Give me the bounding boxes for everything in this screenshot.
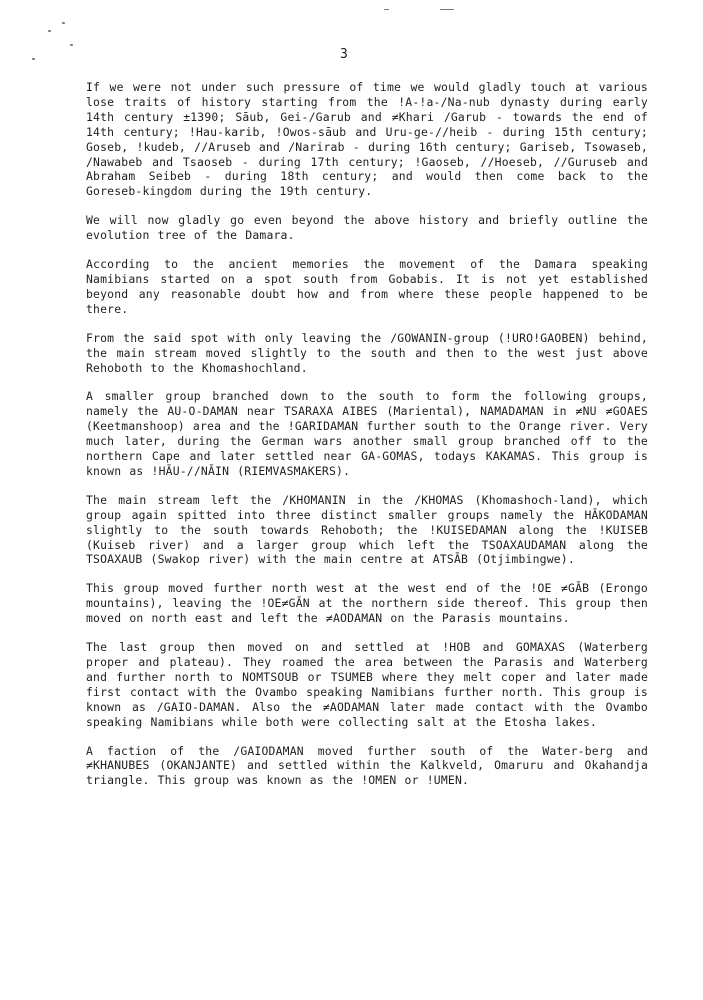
page-number: 3 [340,47,348,62]
paragraph-southern-groups: A smaller group branched down to the south to form the following groups, namely the AU-O-DAMAN near TSARAXA AIBES (Mariental), NAMADAMAN in ≠NU ≠GOAES (Keetmanshoop) area and the !GARIDAMAN further south to the Orange river. Very much later, during the German wars another small group branched off to the northern Cape and later settled near GA-GOMAS, todays KAKAMAS. This group is known as !HĀU-//NĀIN (RIEMVASMAKERS). [86,389,648,478]
paragraph-omen-faction: A faction of the /GAIODAMAN moved further south of the Water-berg and ≠KHANUBES (OKANJANTE) and settled within the Kalkveld, Omaruru and Okahandja triangle. This group was known as the !OMEN or !UMEN. [86,743,648,788]
paragraph-ancient-memories: According to the ancient memories the movement of the Damara speaking Namibians started on a spot south from Gobabis. It is not yet established beyond any reasonable doubt how and from where these people happened to be there. [86,257,648,316]
scan-speck [62,22,65,24]
scan-speck [384,9,389,10]
scan-speck [48,30,51,32]
paragraph-erongo-group: This group moved further north west at the west end of the !OE ≠GĀB (Erongo mountains), leaving the !OE≠GĀN at the northern side thereof. This group then moved on north east and left the ≠AODAMAN on the Parasis mountains. [86,581,648,626]
scan-speck [70,44,73,46]
scan-speck [32,58,35,60]
body-text [86,80,648,802]
paragraph-main-stream: The main stream left the /KHOMANIN in the /KHOMAS (Khomashoch-land), which group again spitted into three distinct smaller groups namely the HĀKODAMAN slightly to the south towards Rehoboth; the !KUISEDAMAN along the !KUISEB (Kuiseb river) and a larger group which left the TSOAXAUDAMAN along the TSOAXAUB (Swakop river) with the main centre at ATSĀB (Otjimbingwe). [86,492,648,567]
paragraph-gowanin-group: From the said spot with only leaving the /GOWANIN-group (!URO!GAOBEN) behind, the main stream moved slightly to the south and then to the west just above Rehoboth to the Khomashochland. [86,330,648,375]
scan-speck [440,9,454,10]
paragraph-evolution-tree: We will now gladly go even beyond the above history and briefly outline the evolution tree of the Damara. [86,213,648,243]
paragraph-waterberg-group: The last group then moved on and settled at !HOB and GOMAXAS (Waterberg proper and plateau). They roamed the area between the Parasis and Waterberg and further north to NOMTSOUB or TSUMEB where they melt coper and later made first contact with the Ovambo speaking Namibians further north. This group is known as /GAIO-DAMAN. Also the ≠AODAMAN later made contact with the Ovambo speaking Namibians while both were collecting salt at the Etosha lakes. [86,640,648,729]
paragraph-history-traits: If we were not under such pressure of time we would gladly touch at various lose traits of history starting from the !A-!a-/Na-nub dynasty during early 14th century ±1390; Sāub, Gei-/Garub and ≠Khari /Garub - towards the end of 14th century; !Hau-karib, !Owos-sāub and Uru-ge-//heib - during 15th century; Goseb, !kudeb, //Aruseb and /Narirab - during 16th century; Gariseb, Tsowaseb, /Nawabeb and Tsaoseb - during 17th century; !Gaoseb, //Hoeseb, //Guruseb and Abraham Seibeb - during 18th century; and would then come back to the Goreseb-kingdom during the 19th century. [86,80,648,199]
